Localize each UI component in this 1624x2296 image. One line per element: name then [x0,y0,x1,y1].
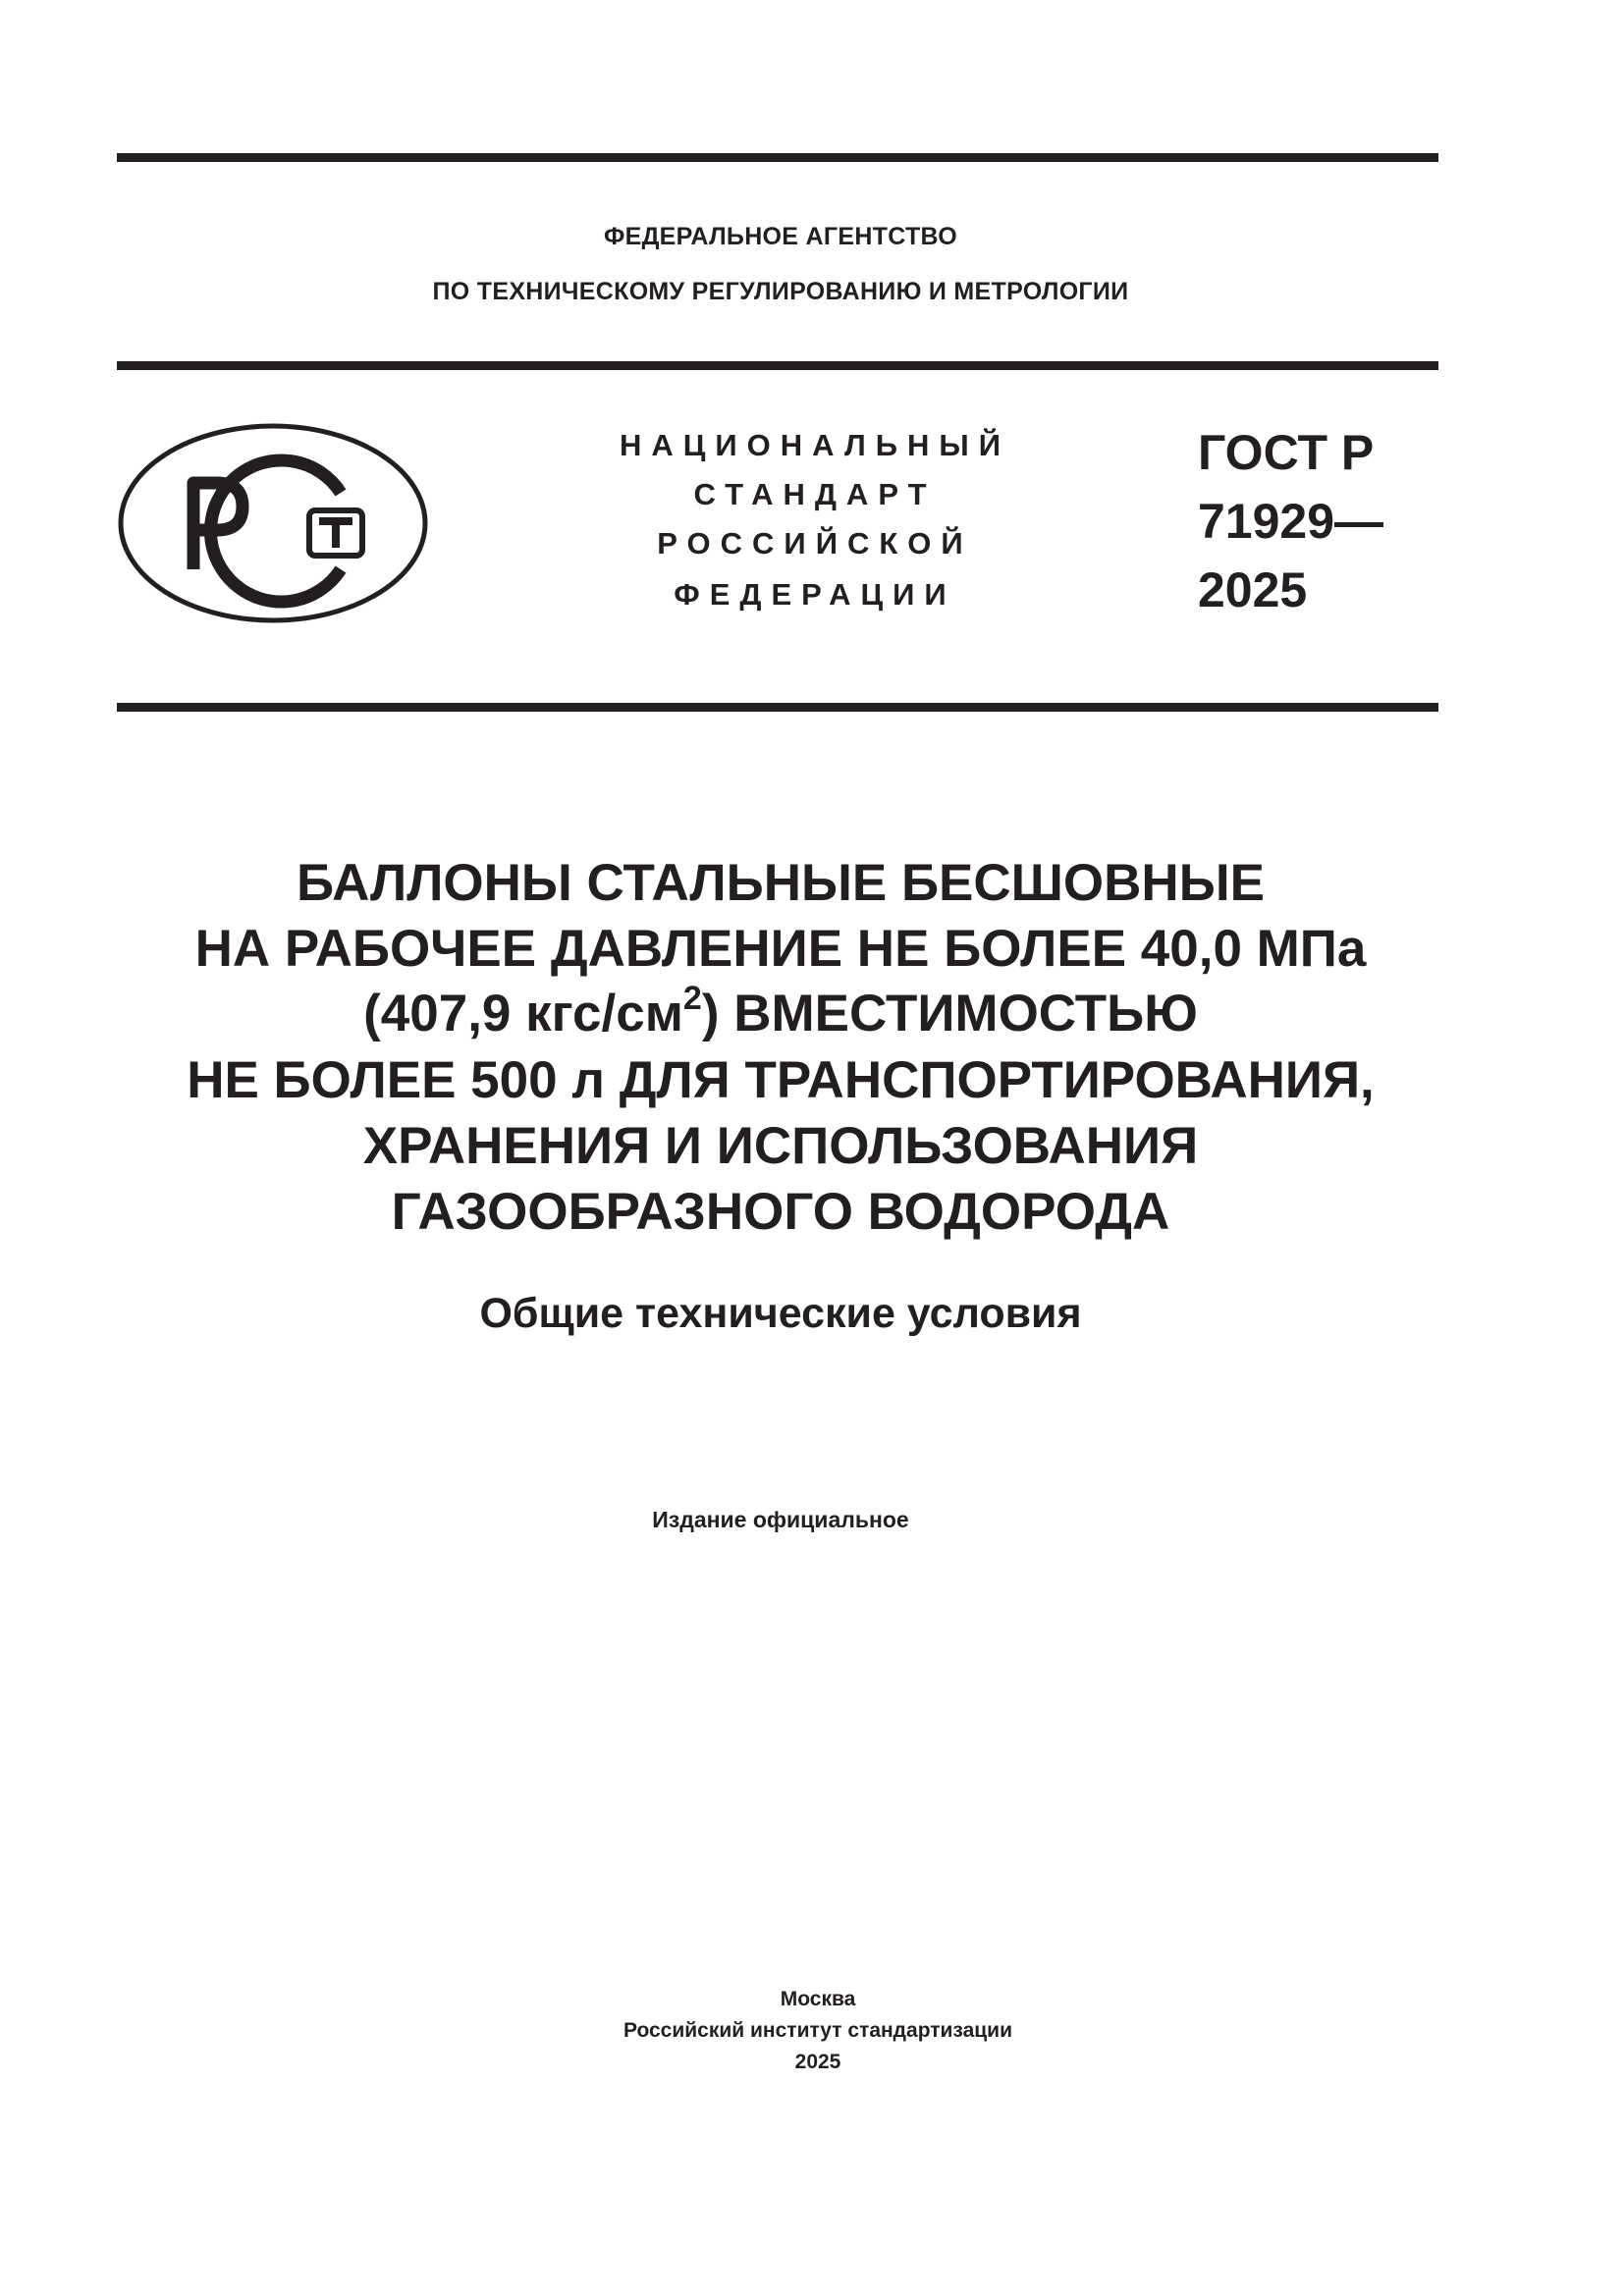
national-standard-line-4: ФЕДЕРАЦИИ [674,577,956,612]
imprint-year: 2025 [794,2051,841,2073]
title-rule [117,703,1438,712]
imprint-publisher: Российский институт стандартизации [623,2019,1013,2042]
standard-designation-line-3: 2025 [1198,562,1308,617]
document-title-line-4: НЕ БОЛЕЕ 500 л ДЛЯ ТРАНСПОРТИРОВАНИЯ, [187,1051,1375,1109]
document-title-line-5: ХРАНЕНИЯ И ИСПОЛЬЗОВАНИЯ [362,1117,1199,1175]
national-standard-line-3: РОССИЙСКОЙ [657,526,973,561]
imprint-city: Москва [780,1988,856,2010]
header-rule [117,361,1438,370]
national-standard-line-1: НАЦИОНАЛЬНЫЙ [619,428,1011,462]
document-title-line-2: НА РАБОЧЕЕ ДАВЛЕНИЕ НЕ БОЛЕЕ 40,0 МПа [194,920,1367,978]
standard-designation-line-2: 71929— [1198,494,1384,549]
document-title-line-3 [0,980,1561,1042]
top-rule [117,153,1438,162]
document-title-line-6: ГАЗООБРАЗНОГО ВОДОРОДА [391,1183,1170,1241]
standard-designation-line-1: ГОСТ Р [1198,425,1375,480]
title-line-3-end: ) ВМЕСТИМОСТЬЮ [701,985,1198,1042]
rst-certification-mark-icon [117,422,429,624]
agency-name-line-1: ФЕДЕРАЛЬНОЕ АГЕНТСТВО [603,223,958,250]
edition-note: Издание официальное [652,1507,909,1532]
document-title-line-1: БАЛЛОНЫ СТАЛЬНЫЕ БЕСШОВНЫЕ [297,854,1265,912]
title-line-3-start: (407,9 кгс/см [363,985,683,1042]
document-subtitle: Общие технические условия [479,1290,1082,1337]
agency-name-line-2: ПО ТЕХНИЧЕСКОМУ РЕГУЛИРОВАНИЮ И МЕТРОЛОГИИ [432,278,1129,305]
national-standard-line-2: СТАНДАРТ [693,477,937,511]
title-superscript: 2 [682,980,702,1017]
